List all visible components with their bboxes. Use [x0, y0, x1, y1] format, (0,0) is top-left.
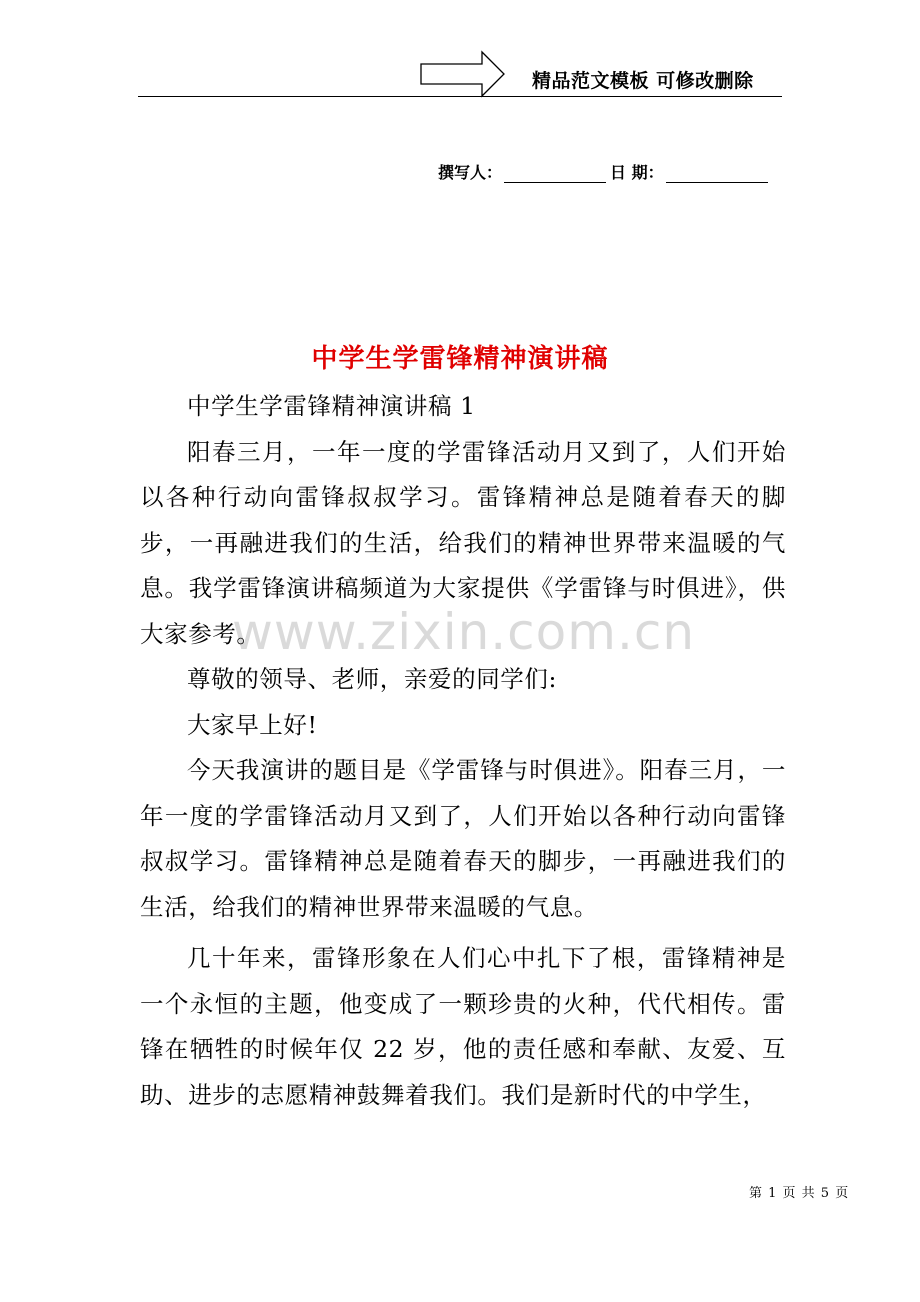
author-line	[438, 160, 770, 183]
header-label: 精品范文模板 可修改删除	[532, 70, 754, 92]
body-paragraph: 阳春三月，一年一度的学雷锋活动月又到了，人们开始以各种行动向雷锋叔叔学习。雷锋精神总是随着春天的脚步，一再融进我们的生活，给我们的精神世界带来温暖的气息。我学雷锋演讲稿频道为大家提供《学雷锋与时俱进》，供大家参考。	[140, 437, 786, 648]
body-paragraph: 今天我演讲的题目是《学雷锋与时俱进》。阳春三月，一年一度的学雷锋活动月又到了，人们开始以各种行动向雷锋叔叔学习。雷锋精神总是随着春天的脚步，一再融进我们的生活，给我们的精神世界带来温暖的气息。	[140, 756, 786, 921]
greeting-paragraph: 大家早上好!	[187, 710, 318, 739]
watermark: www.zixin.com.cn	[232, 603, 696, 661]
author-blank	[504, 162, 606, 183]
header-divider	[138, 96, 782, 97]
page-number: 第 1 页 共 5 页	[749, 1186, 850, 1201]
date-blank	[666, 162, 768, 183]
arrow-icon	[420, 50, 506, 98]
author-label: 撰写人：	[438, 163, 503, 182]
document-body	[140, 384, 786, 1118]
salutation-paragraph: 尊敬的领导、老师，亲爱的同学们:	[187, 665, 558, 693]
document-title: 中学生学雷锋精神演讲稿	[311, 344, 609, 374]
body-paragraph: 几十年来，雷锋形象在人们心中扎下了根，雷锋精神是一个永恒的主题，他变成了一颗珍贵的火种，代代相传。雷锋在牺牲的时候年仅 22 岁，他的责任感和奉献、友爱、互助、进步的志愿精神鼓舞着我们。我们是新时代的中学生，	[140, 944, 786, 1109]
subtitle-paragraph: 中学生学雷锋精神演讲稿 1	[187, 392, 476, 420]
date-label: 日 期：	[610, 163, 664, 182]
